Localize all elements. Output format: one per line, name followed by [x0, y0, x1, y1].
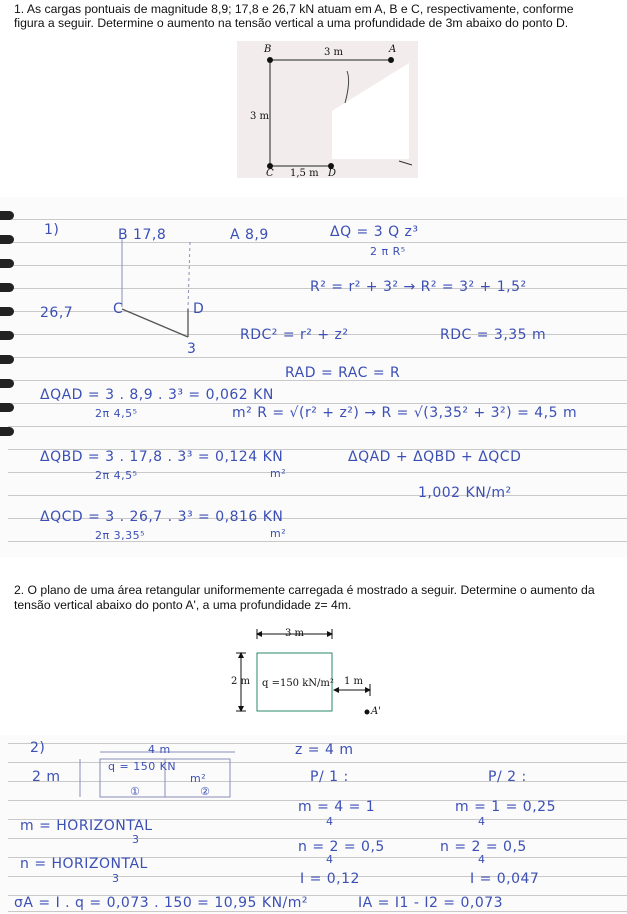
note-1-rdc-value: RDC = 3,35 m: [440, 327, 547, 343]
note-1-rdc-formula: RDC² = r² + z²: [240, 327, 349, 343]
note-1-c-label: C: [113, 301, 124, 317]
note-2-case-2: P/ 2 :: [488, 769, 527, 785]
note-1-c-load: 26,7: [40, 305, 74, 321]
note-2-case-1: P/ 1 :: [310, 769, 349, 785]
note-1-sum: ΔQAD + ΔQBD + ΔQCD: [348, 449, 522, 465]
note-1-r-calc: m² R = √(r² + z²) → R = √(3,35² + 3²) = 4,5 m: [232, 405, 578, 421]
figure-1-point-loads: [237, 41, 418, 178]
note-2-number: 2): [30, 740, 46, 756]
note-1-b-load: B 17,8: [118, 227, 167, 243]
note-1-depth: 3: [187, 341, 197, 357]
note-2-i2: I = 0,047: [470, 871, 540, 887]
note-2-n1: n = 2 = 0,5: [298, 839, 385, 855]
note-2-sigma-result: σA = I . q = 0,073 . 150 = 10,95 KN/m²: [14, 895, 309, 911]
note-2-width: 4 m: [148, 743, 171, 756]
question-2-line-1: 2. O plano de uma área retangular uniformemente carregada é mostrado a seguir. Determine o aumento da: [14, 583, 595, 597]
fig1-top-dimension: 3 m: [324, 47, 344, 58]
note-1-rad-rac: RAD = RAC = R: [285, 365, 401, 381]
note-2-m2-denominator: 4: [478, 815, 486, 828]
note-1-formula-bottom: 2 π R⁵: [370, 245, 406, 258]
note-2-m-definition: m = HORIZONTAL: [20, 818, 153, 834]
note-2-m1-denominator: 4: [326, 815, 334, 828]
note-1-dq-bd: ΔQBD = 3 . 17,8 . 3³ = 0,124 KN: [40, 449, 284, 465]
note-1-dq-bd-denominator: 2π 4,5⁵: [95, 469, 138, 482]
note-2-i1: I = 0,12: [300, 871, 360, 887]
figure-2-rectangular-load: [230, 628, 381, 723]
fig2-side-dimension: 2 m: [231, 676, 251, 687]
note-2-n2-denominator: 4: [478, 853, 486, 866]
note-1-r-squared: R² = r² + 3² → R² = 3² + 1,5²: [310, 279, 527, 295]
handwritten-solution-1: [0, 197, 627, 557]
note-2-load: q = 150 KN: [108, 760, 177, 773]
fig2-load-value: q =150 kN/m²: [262, 678, 334, 689]
fig1-bottom-dimension: 1,5 m: [290, 168, 319, 179]
fig2-point-label: A': [371, 706, 381, 717]
fig2-offset-dimension: 1 m: [344, 676, 364, 687]
note-2-load-unit: m²: [190, 772, 207, 785]
note-2-n2: n = 2 = 0,5: [440, 839, 527, 855]
note-1-number: 1): [44, 222, 60, 238]
handwritten-solution-2: [0, 735, 627, 914]
fig1-label-a: A: [389, 44, 397, 55]
note-1-a-load: A 8,9: [230, 227, 269, 243]
fig1-label-b: B: [264, 44, 272, 55]
fig1-label-d: D: [328, 168, 337, 179]
fig1-label-c: C: [266, 168, 274, 179]
note-2-m2: m = 1 = 0,25: [455, 799, 556, 815]
figure-1-drawing: [237, 41, 418, 178]
note-1-dq-bd-unit: m²: [270, 467, 287, 480]
note-2-n-definition-denominator: 3: [112, 872, 120, 885]
question-1-line-1: 1. As cargas pontuais de magnitude 8,9; 17,8 e 26,7 kN atuam em A, B e C, respectivamente, conforme: [14, 2, 574, 16]
question-1-line-2: figura a seguir. Determine o aumento na tensão vertical a uma profundidade de 3m abaixo do ponto D.: [14, 16, 569, 30]
note-1-total: 1,002 KN/m²: [418, 485, 512, 501]
note-1-d-label: D: [193, 301, 205, 317]
note-1-dq-ad-denominator: 2π 4,5⁵: [95, 407, 138, 420]
note-1-formula-top: ΔQ = 3 Q z³: [330, 224, 419, 240]
note-2-m-definition-denominator: 3: [132, 833, 140, 846]
note-1-dq-cd-denominator: 2π 3,35⁵: [95, 529, 146, 542]
note-1-dq-cd: ΔQCD = 3 . 26,7 . 3³ = 0,816 KN: [40, 509, 284, 525]
fig2-top-dimension: 3 m: [285, 628, 305, 639]
note-2-n1-denominator: 4: [326, 853, 334, 866]
note-2-m1: m = 4 = 1: [298, 799, 376, 815]
note-1-dq-ad: ΔQAD = 3 . 8,9 . 3³ = 0,062 KN: [40, 387, 274, 403]
note-2-height: 2 m: [32, 769, 61, 785]
note-2-n-definition: n = HORIZONTAL: [20, 856, 148, 872]
note-2-area-1: ①: [130, 785, 141, 798]
note-2-depth: z = 4 m: [295, 742, 354, 758]
note-2-ia-result: IA = I1 - I2 = 0,073: [358, 895, 504, 911]
question-2-line-2: tensão vertical abaixo do ponto A', a uma profundidade z= 4m.: [14, 598, 352, 612]
note-1-dq-cd-unit: m²: [270, 527, 287, 540]
note-2-area-2: ②: [200, 785, 211, 798]
fig1-side-dimension: 3 m: [250, 111, 270, 122]
